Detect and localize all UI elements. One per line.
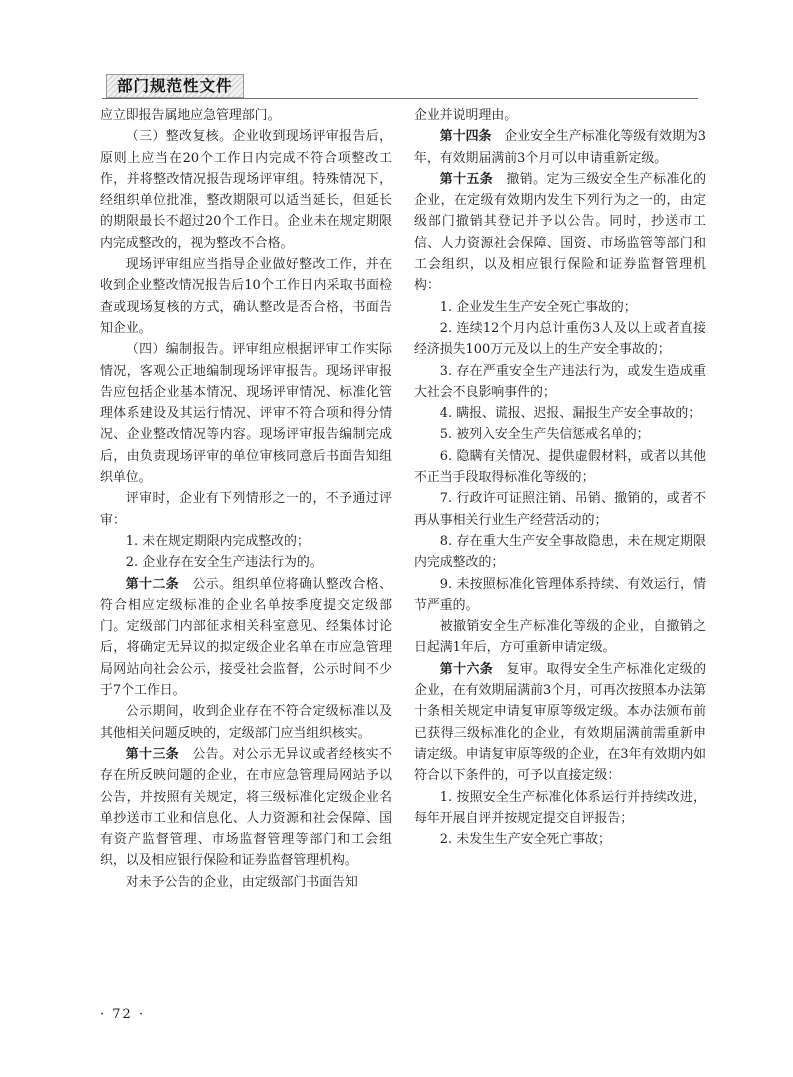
paragraph-text: 4. 瞒报、谎报、迟报、漏报生产安全事故的；	[439, 406, 702, 422]
page-number: · 72 ·	[100, 1007, 146, 1022]
left-text-column	[100, 105, 392, 893]
paragraph	[100, 744, 392, 872]
paragraph	[414, 829, 706, 850]
paragraph	[100, 254, 392, 339]
paragraph	[414, 616, 706, 659]
paragraph-text: 公示期间，收到企业存在不符合定级标准以及其他相关问题反映的，定级部门应当组织核实。	[100, 704, 392, 741]
article-number: 第十四条	[439, 129, 492, 145]
paragraph-text: 被撤销安全生产标准化等级的企业，自撤销之日起满1年后，方可重新申请定级。	[414, 619, 706, 656]
paragraph	[100, 531, 392, 552]
article-number: 第十二条	[125, 576, 180, 592]
paragraph	[100, 488, 392, 531]
paragraph-text: 1. 企业发生生产安全死亡事故的；	[439, 299, 637, 315]
page-header	[102, 70, 698, 100]
paragraph-text: 5. 被列入安全生产失信惩戒名单的；	[439, 427, 650, 443]
paragraph	[414, 105, 706, 126]
paragraph-text: 2. 连续12个月内总计重伤3人及以上或者直接经济损失100万元及以上的生产安全事故的；	[414, 320, 706, 358]
paragraph	[414, 169, 706, 297]
paragraph-text: 3. 存在严重安全生产违法行为，或发生造成重大社会不良影响事件的；	[414, 363, 706, 400]
paragraph	[414, 787, 706, 830]
paragraph-text: 撤销。定为三级安全生产标准化的企业，在定级有效期内发生下列行为之一的，由定级部门撤销其登记并予以公告。同时，抄送市工信、人力资源社会保障、国资、市场监管等部门和工会组织，以及相应银行保险和证券监督管理机构：	[414, 171, 707, 294]
paragraph-text: （四）编制报告。评审组应根据评审工作实际情况，客观公正地编制现场评审报告。现场评审报告应包括企业基本情况、现场评审情况、标准化管理体系建设及其运行情况、评审不符合项和得分情况、企业整改情况等内容。现场评审报告编制完成后，由负责现场评审的单位审核同意后书面告知组织单位。	[100, 342, 392, 486]
section-title-tab: 部门规范性文件	[106, 74, 244, 98]
paragraph	[100, 701, 392, 744]
paragraph	[100, 339, 392, 488]
paragraph	[100, 105, 392, 126]
article-number: 第十三条	[125, 746, 180, 762]
paragraph-text: 6. 隐瞒有关情况、提供虚假材料，或者以其他不正当手段取得标准化等级的；	[414, 448, 706, 486]
right-text-column	[414, 105, 706, 850]
paragraph	[414, 361, 706, 404]
paragraph	[414, 659, 706, 787]
article-number: 第十六条	[439, 661, 494, 677]
paragraph-text: 8. 存在重大生产安全事故隐患，未在规定期限内完成整改的；	[414, 533, 706, 571]
paragraph-text: 2. 企业存在安全生产违法行为的。	[125, 555, 323, 571]
paragraph	[414, 318, 706, 361]
paragraph-text: 现场评审组应当指导企业做好整改工作，并在收到企业整改情况报告后10个工作日内采取书面检查或现场复核的方式，确认整改是否合格，书面告知企业。	[100, 257, 392, 336]
paragraph-text: 复审。取得安全生产标准化定级的企业，在有效期届满前3个月，可再次按照本办法第十条相关规定申请复审原等级定级。本办法颁布前已获得三级标准化的企业，有效期届满前需重新申请定级。申请复审原等级的企业，在3年有效期内如符合以下条件的，可予以直接定级：	[414, 661, 707, 784]
paragraph	[414, 446, 706, 489]
paragraph-text: 企业安全生产标准化等级有效期为3年，有效期届满前3个月可以申请重新定级。	[414, 129, 707, 166]
paragraph	[414, 424, 706, 445]
paragraph-text: 评审时，企业有下列情形之一的，不予通过评审：	[100, 491, 392, 528]
paragraph	[100, 872, 392, 893]
paragraph	[414, 488, 706, 531]
paragraph	[414, 297, 706, 318]
paragraph	[100, 552, 392, 573]
paragraph	[414, 531, 706, 574]
paragraph-text: 1. 未在规定期限内完成整改的；	[125, 533, 310, 549]
paragraph-text: 公示。组织单位将确认整改合格、符合相应定级标准的企业名单按季度提交定级部门。定级部门内部征求相关科室意见、经集体讨论后，将确定无异议的拟定级企业名单在市应急管理局网站向社会公示，接受社会监督，公示时间不少于7个工作日。	[100, 576, 393, 699]
paragraph-text: 1. 按照安全生产标准化体系运行并持续改进，每年开展自评并按规定提交自评报告；	[414, 789, 706, 826]
article-number: 第十五条	[439, 171, 494, 187]
paragraph	[100, 126, 392, 254]
paragraph-text: （三）整改复核。企业收到现场评审报告后，原则上应当在20个工作日内完成不符合项整改工作，并将整改情况报告现场评审组。特殊情况下，经组织单位批准，整改期限可以适当延长，但延长的期限最长不超过20个工作日。企业未在规定期限内完成整改的，视为整改不合格。	[100, 129, 392, 251]
paragraph-text: 2. 未发生生产安全死亡事故；	[439, 832, 611, 848]
paragraph	[414, 126, 706, 169]
paragraph	[414, 403, 706, 424]
paragraph	[414, 574, 706, 617]
paragraph-text: 公告。对公示无异议或者经核实不存在所反映问题的企业，在市应急管理局网站予以公告，并按照有关规定，将三级标准化定级企业名单抄送市工业和信息化、人力资源和社会保障、国有资产监督管理、市场监督管理等部门和工会组织，以及相应银行保险和证券监督管理机构。	[100, 746, 393, 869]
paragraph-text: 9. 未按照标准化管理体系持续、有效运行，情节严重的。	[414, 576, 706, 613]
paragraph	[100, 574, 392, 702]
paragraph-text: 企业并说明理由。	[414, 108, 518, 123]
paragraph-text: 对未予公告的企业，由定级部门书面告知	[125, 874, 358, 890]
paragraph-text: 7. 行政许可证照注销、吊销、撤销的，或者不再从事相关行业生产经营活动的；	[414, 491, 706, 528]
header-rule	[102, 98, 698, 99]
paragraph-text: 应立即报告属地应急管理部门。	[100, 108, 281, 123]
